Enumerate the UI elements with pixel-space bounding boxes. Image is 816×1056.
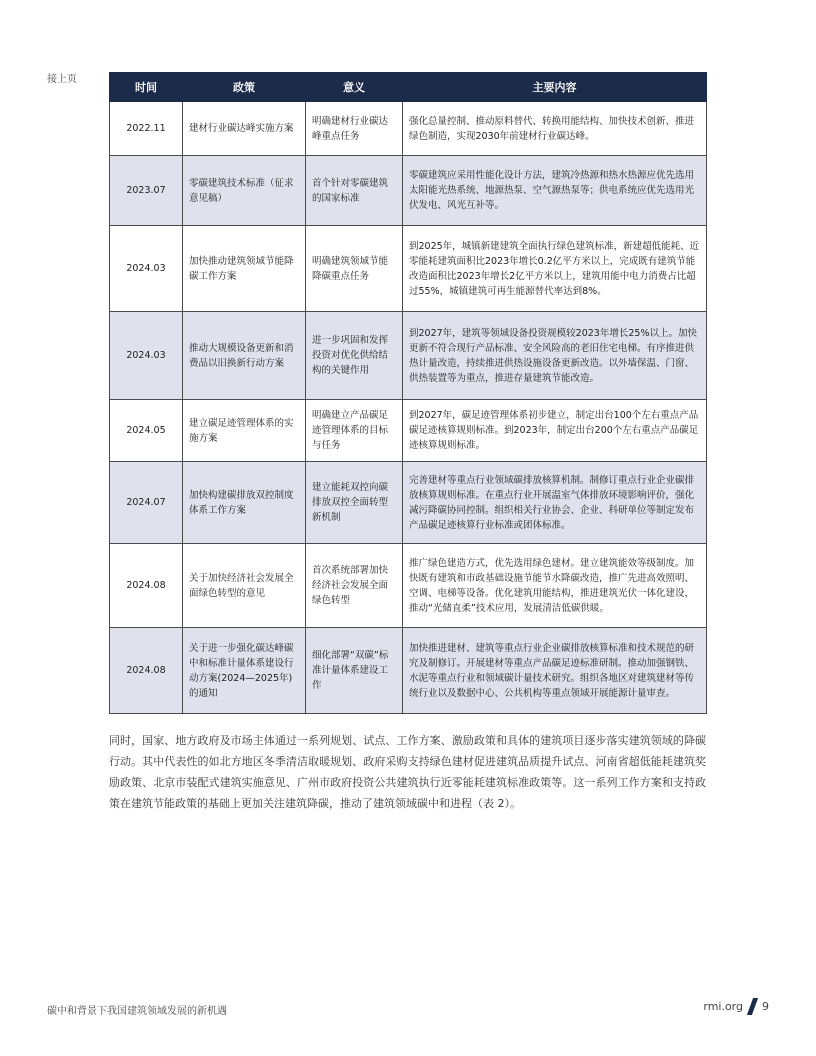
cell-time: 2024.07 bbox=[110, 462, 183, 544]
cell-content: 加快推进建材、建筑等重点行业企业碳排放核算标准和技术规范的研究及制修订。开展建材等重点产品碳足迹标准研制。推动加强钢铁、水泥等重点行业和领域碳计量技术研究。组织各地区对建筑建材等传统行业以及数据中心、公共机构等重点领域开展能源计量审查。 bbox=[403, 628, 707, 714]
table-row bbox=[110, 544, 707, 628]
cell-significance: 明确建筑领域节能降碳重点任务 bbox=[306, 226, 403, 312]
table-header-row bbox=[110, 73, 707, 102]
cell-policy: 加快推动建筑领域节能降碳工作方案 bbox=[183, 226, 306, 312]
policy-table bbox=[109, 72, 707, 714]
cell-time: 2024.08 bbox=[110, 544, 183, 628]
cell-significance: 明确建立产品碳足迹管理体系的目标与任务 bbox=[306, 400, 403, 462]
header-time: 时间 bbox=[110, 73, 183, 102]
header-policy: 政策 bbox=[183, 73, 306, 102]
cell-content: 到2027年，碳足迹管理体系初步建立，制定出台100个左右重点产品碳足迹核算规则标准。到2023年，制定出台200个左右重点产品碳足迹核算规则标准。 bbox=[403, 400, 707, 462]
cell-time: 2022.11 bbox=[110, 102, 183, 156]
table-row bbox=[110, 400, 707, 462]
slash-icon bbox=[747, 998, 758, 1015]
cell-content: 到2025年，城镇新建建筑全面执行绿色建筑标准，新建超低能耗、近零能耗建筑面积比2023年增长0.2亿平方米以上，完成既有建筑节能改造面积比2023年增长2亿平方米以上，建筑用能中电力消费占比超过55%，城镇建筑可再生能源替代率达到8%。 bbox=[403, 226, 707, 312]
table-row bbox=[110, 102, 707, 156]
cell-policy: 推动大规模设备更新和消费品以旧换新行动方案 bbox=[183, 312, 306, 400]
header-content: 主要内容 bbox=[403, 73, 707, 102]
cell-content: 推广绿色建造方式，优先选用绿色建材。建立建筑能效等级制度。加快既有建筑和市政基础设施节能节水降碳改造，推广先进高效照明、空调、电梯等设备。优化建筑用能结构，推进建筑光伏一体化建设，推动“光储直柔”技术应用，发展清洁低碳供暖。 bbox=[403, 544, 707, 628]
continued-label: 接上页 bbox=[47, 74, 77, 85]
cell-time: 2024.08 bbox=[110, 628, 183, 714]
cell-content: 到2027年，建筑等领域设备投资规模较2023年增长25%以上。加快更新不符合现行产品标准、安全风险高的老旧住宅电梯。有序推进供热计量改造，持续推进供热设施设备更新改造。以外墙保温、门窗、供热装置等为重点，推进存量建筑节能改造。 bbox=[403, 312, 707, 400]
cell-time: 2024.05 bbox=[110, 400, 183, 462]
cell-significance: 建立能耗双控向碳排放双控全面转型新机制 bbox=[306, 462, 403, 544]
cell-content: 强化总量控制、推动原料替代、转换用能结构、加快技术创新、推进绿色制造，实现2030年前建材行业碳达峰。 bbox=[403, 102, 707, 156]
cell-policy: 关于进一步强化碳达峰碳中和标准计量体系建设行动方案(2024—2025年)的通知 bbox=[183, 628, 306, 714]
cell-policy: 零碳建筑技术标准（征求意见稿） bbox=[183, 156, 306, 226]
cell-significance: 首个针对零碳建筑的国家标准 bbox=[306, 156, 403, 226]
cell-significance: 细化部署“双碳”标准计量体系建设工作 bbox=[306, 628, 403, 714]
table-row bbox=[110, 628, 707, 714]
cell-time: 2024.03 bbox=[110, 312, 183, 400]
page-number: 9 bbox=[762, 1000, 769, 1013]
header-significance: 意义 bbox=[306, 73, 403, 102]
cell-significance: 进一步巩固和发挥投资对优化供给结构的关键作用 bbox=[306, 312, 403, 400]
cell-significance: 明确建材行业碳达峰重点任务 bbox=[306, 102, 403, 156]
cell-content: 完善建材等重点行业领域碳排放核算机制。制修订重点行业企业碳排放核算规则标准。在重点行业开展温室气体排放环境影响评价，强化减污降碳协同控制。组织相关行业协会、企业、科研单位等制定发布产品碳足迹核算行业标准或团体标准。 bbox=[403, 462, 707, 544]
table-row bbox=[110, 156, 707, 226]
cell-policy: 建立碳足迹管理体系的实施方案 bbox=[183, 400, 306, 462]
cell-significance: 首次系统部署加快经济社会发展全面绿色转型 bbox=[306, 544, 403, 628]
cell-policy: 加快构建碳排放双控制度体系工作方案 bbox=[183, 462, 306, 544]
footer-site-link[interactable]: rmi.org bbox=[703, 1000, 743, 1013]
body-paragraph: 同时，国家、地方政府及市场主体通过一系列规划、试点、工作方案、激励政策和具体的建筑项目逐步落实建筑领域的降碳行动。其中代表性的如北方地区冬季清洁取暖规划、政府采购支持绿色建材促进建筑品质提升试点、河南省超低能耗建筑奖励政策、北京市装配式建筑实施意见、广州市政府投资公共建筑执行近零能耗建筑标准政策等。这一系列工作方案和支持政策在建筑节能政策的基础上更加关注建筑降碳，推动了建筑领域碳中和进程（表 2）。 bbox=[109, 734, 706, 810]
cell-policy: 关于加快经济社会发展全面绿色转型的意见 bbox=[183, 544, 306, 628]
cell-time: 2024.03 bbox=[110, 226, 183, 312]
footer-title: 碳中和背景下我国建筑领域发展的新机遇 bbox=[47, 1006, 227, 1017]
table-row bbox=[110, 226, 707, 312]
table-row bbox=[110, 462, 707, 544]
cell-policy: 建材行业碳达峰实施方案 bbox=[183, 102, 306, 156]
cell-time: 2023.07 bbox=[110, 156, 183, 226]
cell-content: 零碳建筑应采用性能化设计方法，建筑冷热源和热水热源应优先选用太阳能光热系统、地源热泵、空气源热泵等；供电系统应优先选用光伏发电、风光互补等。 bbox=[403, 156, 707, 226]
table-row bbox=[110, 312, 707, 400]
footer-page-info bbox=[703, 998, 769, 1015]
